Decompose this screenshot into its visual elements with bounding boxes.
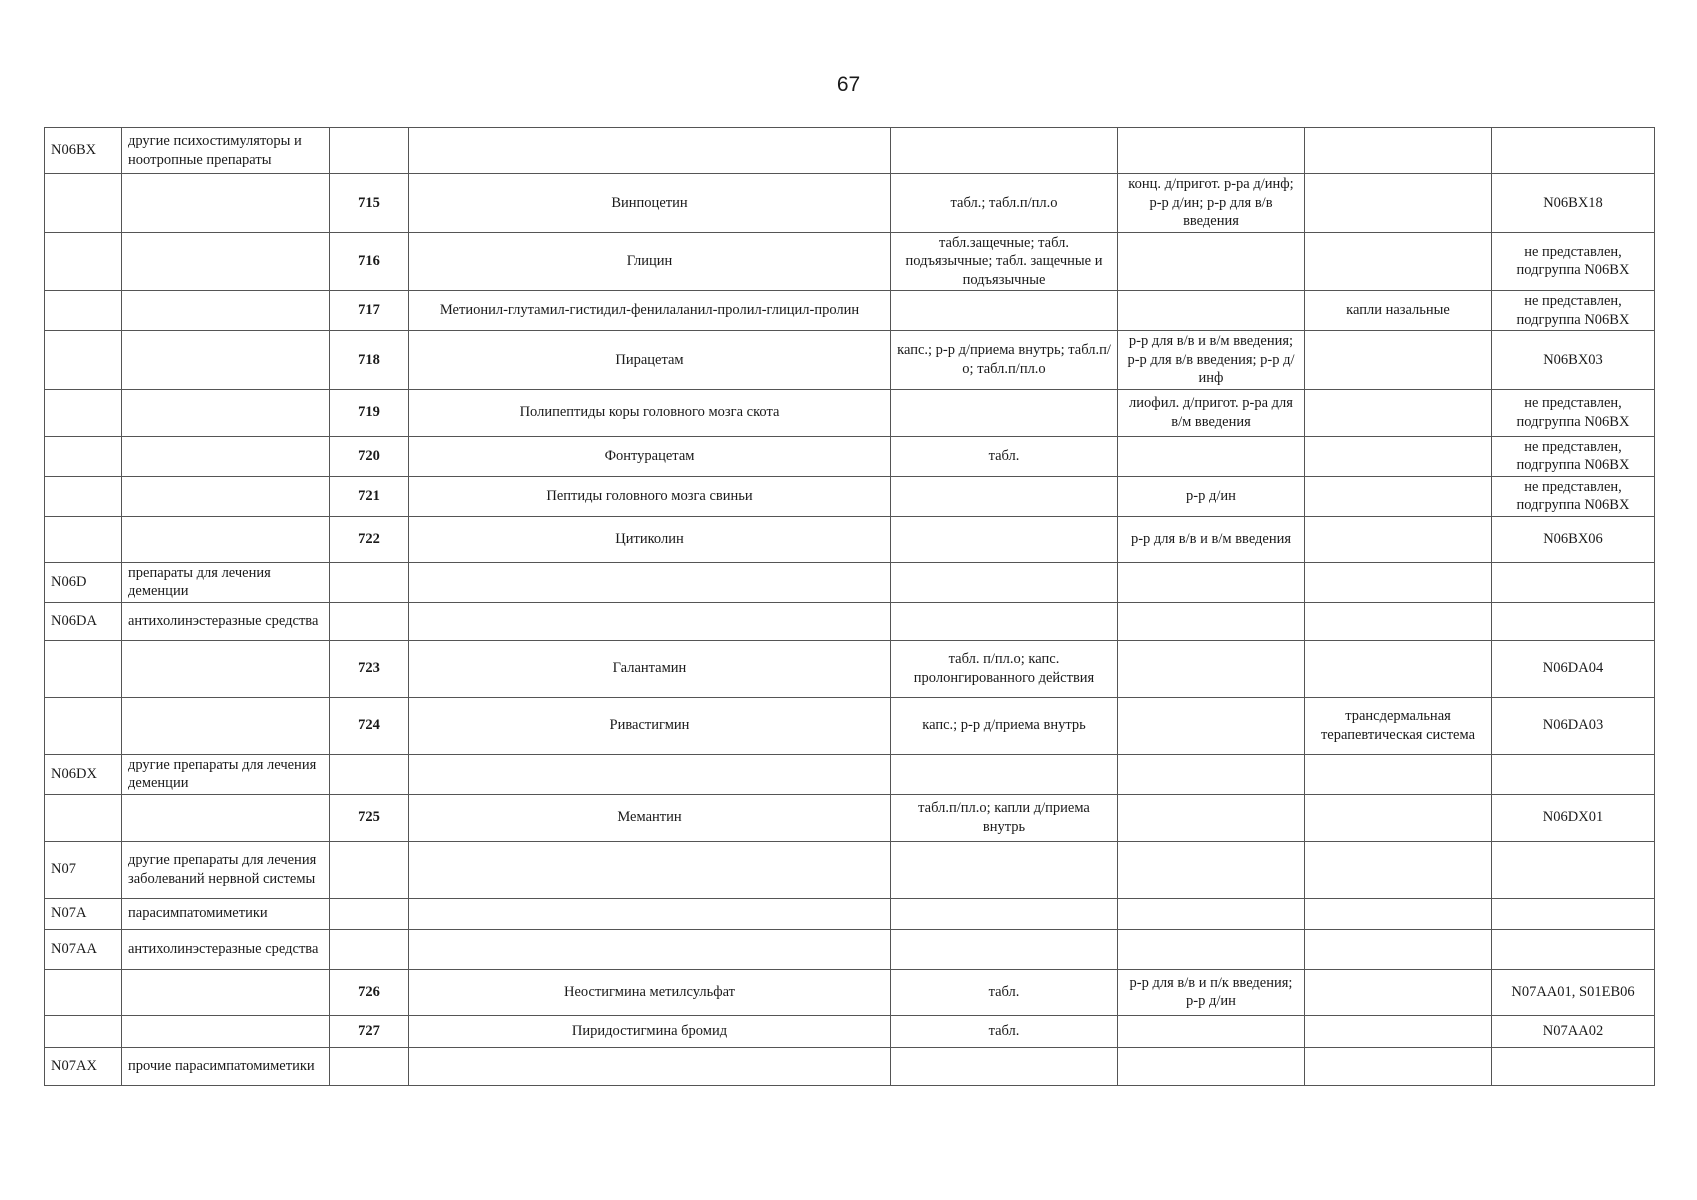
dosage-form-other-cell bbox=[1305, 929, 1492, 969]
item-number-cell: 725 bbox=[330, 794, 409, 841]
atc-group-name-cell bbox=[122, 794, 330, 841]
dosage-form-injection-cell bbox=[1118, 1047, 1305, 1085]
dosage-form-oral-cell: табл. bbox=[891, 1015, 1118, 1047]
item-number-cell bbox=[330, 562, 409, 602]
table-row bbox=[45, 562, 1655, 602]
dosage-form-oral-cell bbox=[891, 562, 1118, 602]
atc-group-name-cell bbox=[122, 697, 330, 754]
dosage-form-other-cell bbox=[1305, 476, 1492, 516]
drug-name-cell: Винпоцетин bbox=[409, 174, 891, 233]
drug-name-cell: Ривастигмин bbox=[409, 697, 891, 754]
item-number-cell bbox=[330, 128, 409, 174]
dosage-form-other-cell bbox=[1305, 898, 1492, 929]
table-row bbox=[45, 754, 1655, 794]
dosage-form-oral-cell: капс.; р-р д/приема внутрь bbox=[891, 697, 1118, 754]
dosage-form-oral-cell bbox=[891, 841, 1118, 898]
atc-group-code-cell: N06D bbox=[45, 562, 122, 602]
atc-group-code-cell bbox=[45, 389, 122, 436]
table-body bbox=[45, 128, 1655, 1086]
atc-code-cell: не представлен, подгруппа N06BX bbox=[1492, 476, 1655, 516]
drug-name-cell: Неостигмина метилсульфат bbox=[409, 969, 891, 1015]
atc-code-cell: N07AA01, S01EB06 bbox=[1492, 969, 1655, 1015]
dosage-form-other-cell bbox=[1305, 794, 1492, 841]
dosage-form-oral-cell bbox=[891, 389, 1118, 436]
atc-group-code-cell bbox=[45, 291, 122, 331]
dosage-form-injection-cell: р-р д/ин bbox=[1118, 476, 1305, 516]
dosage-form-injection-cell bbox=[1118, 697, 1305, 754]
item-number-cell bbox=[330, 841, 409, 898]
drug-name-cell bbox=[409, 841, 891, 898]
atc-code-cell bbox=[1492, 754, 1655, 794]
dosage-form-injection-cell bbox=[1118, 929, 1305, 969]
atc-code-cell: не представлен, подгруппа N06BX bbox=[1492, 232, 1655, 291]
atc-code-cell: N06DA03 bbox=[1492, 697, 1655, 754]
atc-code-cell: не представлен, подгруппа N06BX bbox=[1492, 291, 1655, 331]
atc-code-cell bbox=[1492, 929, 1655, 969]
table-row bbox=[45, 640, 1655, 697]
dosage-form-oral-cell bbox=[891, 602, 1118, 640]
dosage-form-oral-cell: табл. п/пл.о; капс. пролонгированного действия bbox=[891, 640, 1118, 697]
atc-group-code-cell bbox=[45, 436, 122, 476]
table-row bbox=[45, 128, 1655, 174]
dosage-form-injection-cell bbox=[1118, 436, 1305, 476]
dosage-form-injection-cell: р-р для в/в и в/м введения bbox=[1118, 516, 1305, 562]
item-number-cell: 721 bbox=[330, 476, 409, 516]
dosage-form-other-cell bbox=[1305, 174, 1492, 233]
dosage-form-oral-cell bbox=[891, 898, 1118, 929]
dosage-form-other-cell bbox=[1305, 562, 1492, 602]
dosage-form-other-cell bbox=[1305, 969, 1492, 1015]
atc-group-code-cell: N07A bbox=[45, 898, 122, 929]
item-number-cell: 716 bbox=[330, 232, 409, 291]
drug-name-cell: Пиридостигмина бромид bbox=[409, 1015, 891, 1047]
table-row bbox=[45, 331, 1655, 390]
table-row bbox=[45, 929, 1655, 969]
item-number-cell: 727 bbox=[330, 1015, 409, 1047]
atc-code-cell bbox=[1492, 1047, 1655, 1085]
dosage-form-other-cell bbox=[1305, 516, 1492, 562]
drug-name-cell: Метионил-глутамил-гистидил-фенилаланил-пролил-глицил-пролин bbox=[409, 291, 891, 331]
dosage-form-other-cell: капли назальные bbox=[1305, 291, 1492, 331]
atc-code-cell: не представлен, подгруппа N06BX bbox=[1492, 389, 1655, 436]
dosage-form-other-cell bbox=[1305, 331, 1492, 390]
dosage-form-injection-cell: конц. д/пригот. р-ра д/инф; р-р д/ин; р-р для в/в введения bbox=[1118, 174, 1305, 233]
atc-code-cell: N06DA04 bbox=[1492, 640, 1655, 697]
item-number-cell: 722 bbox=[330, 516, 409, 562]
dosage-form-injection-cell bbox=[1118, 602, 1305, 640]
dosage-form-injection-cell bbox=[1118, 1015, 1305, 1047]
table-row bbox=[45, 1015, 1655, 1047]
table-row bbox=[45, 794, 1655, 841]
dosage-form-other-cell bbox=[1305, 640, 1492, 697]
table-row bbox=[45, 969, 1655, 1015]
atc-group-code-cell: N06BX bbox=[45, 128, 122, 174]
dosage-form-injection-cell bbox=[1118, 898, 1305, 929]
atc-group-code-cell bbox=[45, 476, 122, 516]
atc-group-code-cell bbox=[45, 174, 122, 233]
drug-name-cell bbox=[409, 754, 891, 794]
dosage-form-other-cell bbox=[1305, 1047, 1492, 1085]
dosage-form-oral-cell bbox=[891, 929, 1118, 969]
drug-name-cell: Мемантин bbox=[409, 794, 891, 841]
dosage-form-injection-cell bbox=[1118, 754, 1305, 794]
atc-code-cell: N06BX06 bbox=[1492, 516, 1655, 562]
atc-code-cell bbox=[1492, 898, 1655, 929]
drug-name-cell bbox=[409, 898, 891, 929]
item-number-cell bbox=[330, 602, 409, 640]
item-number-cell: 723 bbox=[330, 640, 409, 697]
atc-group-name-cell bbox=[122, 436, 330, 476]
atc-group-code-cell bbox=[45, 516, 122, 562]
atc-code-cell: N06DX01 bbox=[1492, 794, 1655, 841]
dosage-form-injection-cell bbox=[1118, 841, 1305, 898]
atc-group-name-cell bbox=[122, 640, 330, 697]
drug-name-cell bbox=[409, 602, 891, 640]
atc-group-name-cell bbox=[122, 476, 330, 516]
atc-group-code-cell bbox=[45, 1015, 122, 1047]
table-row bbox=[45, 841, 1655, 898]
atc-group-code-cell: N07AA bbox=[45, 929, 122, 969]
item-number-cell: 715 bbox=[330, 174, 409, 233]
dosage-form-oral-cell: капс.; р-р д/приема внутрь; табл.п/о; табл.п/пл.о bbox=[891, 331, 1118, 390]
atc-code-cell bbox=[1492, 841, 1655, 898]
dosage-form-oral-cell bbox=[891, 128, 1118, 174]
atc-code-cell: N06BX18 bbox=[1492, 174, 1655, 233]
atc-group-name-cell: другие препараты для лечения заболеваний нервной системы bbox=[122, 841, 330, 898]
item-number-cell bbox=[330, 1047, 409, 1085]
atc-code-cell: N06BX03 bbox=[1492, 331, 1655, 390]
atc-group-name-cell bbox=[122, 1015, 330, 1047]
dosage-form-injection-cell bbox=[1118, 291, 1305, 331]
dosage-form-other-cell bbox=[1305, 389, 1492, 436]
atc-code-cell: N07AA02 bbox=[1492, 1015, 1655, 1047]
dosage-form-oral-cell bbox=[891, 291, 1118, 331]
dosage-form-oral-cell bbox=[891, 754, 1118, 794]
atc-group-name-cell: прочие парасимпатомиметики bbox=[122, 1047, 330, 1085]
atc-group-name-cell bbox=[122, 291, 330, 331]
table-row bbox=[45, 516, 1655, 562]
atc-group-name-cell bbox=[122, 969, 330, 1015]
drug-name-cell bbox=[409, 929, 891, 969]
table-row bbox=[45, 1047, 1655, 1085]
atc-group-name-cell: другие препараты для лечения деменции bbox=[122, 754, 330, 794]
drug-name-cell: Цитиколин bbox=[409, 516, 891, 562]
dosage-form-other-cell: трансдермальная терапевтическая система bbox=[1305, 697, 1492, 754]
drug-name-cell: Фонтурацетам bbox=[409, 436, 891, 476]
dosage-form-oral-cell: табл.; табл.п/пл.о bbox=[891, 174, 1118, 233]
dosage-form-other-cell bbox=[1305, 602, 1492, 640]
atc-code-cell bbox=[1492, 602, 1655, 640]
atc-group-code-cell bbox=[45, 640, 122, 697]
dosage-form-injection-cell bbox=[1118, 232, 1305, 291]
drug-name-cell: Полипептиды коры головного мозга скота bbox=[409, 389, 891, 436]
table-row bbox=[45, 602, 1655, 640]
table-row bbox=[45, 436, 1655, 476]
dosage-form-other-cell bbox=[1305, 436, 1492, 476]
atc-group-name-cell: парасимпатомиметики bbox=[122, 898, 330, 929]
drug-name-cell bbox=[409, 128, 891, 174]
dosage-form-oral-cell: табл. bbox=[891, 969, 1118, 1015]
atc-group-code-cell bbox=[45, 232, 122, 291]
atc-group-code-cell bbox=[45, 697, 122, 754]
atc-group-code-cell: N06DA bbox=[45, 602, 122, 640]
drug-table bbox=[44, 127, 1655, 1086]
dosage-form-other-cell bbox=[1305, 754, 1492, 794]
atc-group-name-cell bbox=[122, 331, 330, 390]
table-row bbox=[45, 697, 1655, 754]
item-number-cell: 717 bbox=[330, 291, 409, 331]
dosage-form-injection-cell: р-р для в/в и п/к введения; р-р д/ин bbox=[1118, 969, 1305, 1015]
atc-group-code-cell bbox=[45, 331, 122, 390]
table-row bbox=[45, 291, 1655, 331]
item-number-cell bbox=[330, 929, 409, 969]
dosage-form-injection-cell bbox=[1118, 794, 1305, 841]
atc-group-name-cell bbox=[122, 389, 330, 436]
item-number-cell: 726 bbox=[330, 969, 409, 1015]
atc-group-name-cell bbox=[122, 232, 330, 291]
drug-name-cell: Пирацетам bbox=[409, 331, 891, 390]
item-number-cell: 718 bbox=[330, 331, 409, 390]
atc-group-code-cell: N07 bbox=[45, 841, 122, 898]
dosage-form-other-cell bbox=[1305, 841, 1492, 898]
item-number-cell bbox=[330, 754, 409, 794]
dosage-form-oral-cell: табл. bbox=[891, 436, 1118, 476]
drug-name-cell: Галантамин bbox=[409, 640, 891, 697]
atc-code-cell bbox=[1492, 562, 1655, 602]
drug-name-cell bbox=[409, 562, 891, 602]
drug-name-cell bbox=[409, 1047, 891, 1085]
atc-code-cell: не представлен, подгруппа N06BX bbox=[1492, 436, 1655, 476]
table-row bbox=[45, 476, 1655, 516]
dosage-form-injection-cell: лиофил. д/пригот. р-ра для в/м введения bbox=[1118, 389, 1305, 436]
atc-group-code-cell: N06DX bbox=[45, 754, 122, 794]
dosage-form-oral-cell bbox=[891, 1047, 1118, 1085]
atc-group-name-cell bbox=[122, 174, 330, 233]
atc-code-cell bbox=[1492, 128, 1655, 174]
dosage-form-other-cell bbox=[1305, 232, 1492, 291]
drug-name-cell: Пептиды головного мозга свиньи bbox=[409, 476, 891, 516]
dosage-form-injection-cell bbox=[1118, 562, 1305, 602]
atc-group-code-cell bbox=[45, 969, 122, 1015]
page-number: 67 bbox=[836, 73, 861, 96]
dosage-form-injection-cell: р-р для в/в и в/м введения; р-р для в/в введения; р-р д/инф bbox=[1118, 331, 1305, 390]
item-number-cell: 720 bbox=[330, 436, 409, 476]
atc-group-code-cell: N07AX bbox=[45, 1047, 122, 1085]
dosage-form-oral-cell bbox=[891, 476, 1118, 516]
dosage-form-oral-cell: табл.п/пл.о; капли д/приема внутрь bbox=[891, 794, 1118, 841]
item-number-cell bbox=[330, 898, 409, 929]
item-number-cell: 724 bbox=[330, 697, 409, 754]
table-row bbox=[45, 232, 1655, 291]
item-number-cell: 719 bbox=[330, 389, 409, 436]
table-row bbox=[45, 174, 1655, 233]
atc-group-name-cell bbox=[122, 516, 330, 562]
atc-group-name-cell: препараты для лечения деменции bbox=[122, 562, 330, 602]
dosage-form-other-cell bbox=[1305, 1015, 1492, 1047]
dosage-form-injection-cell bbox=[1118, 640, 1305, 697]
dosage-form-other-cell bbox=[1305, 128, 1492, 174]
atc-group-name-cell: антихолинэстеразные средства bbox=[122, 602, 330, 640]
drug-name-cell: Глицин bbox=[409, 232, 891, 291]
dosage-form-oral-cell: табл.защечные; табл. подъязычные; табл. защечные и подъязычные bbox=[891, 232, 1118, 291]
dosage-form-injection-cell bbox=[1118, 128, 1305, 174]
table-row bbox=[45, 389, 1655, 436]
dosage-form-oral-cell bbox=[891, 516, 1118, 562]
atc-group-code-cell bbox=[45, 794, 122, 841]
atc-group-name-cell: другие психостимуляторы и ноотропные препараты bbox=[122, 128, 330, 174]
table-row bbox=[45, 898, 1655, 929]
atc-group-name-cell: антихолинэстеразные средства bbox=[122, 929, 330, 969]
